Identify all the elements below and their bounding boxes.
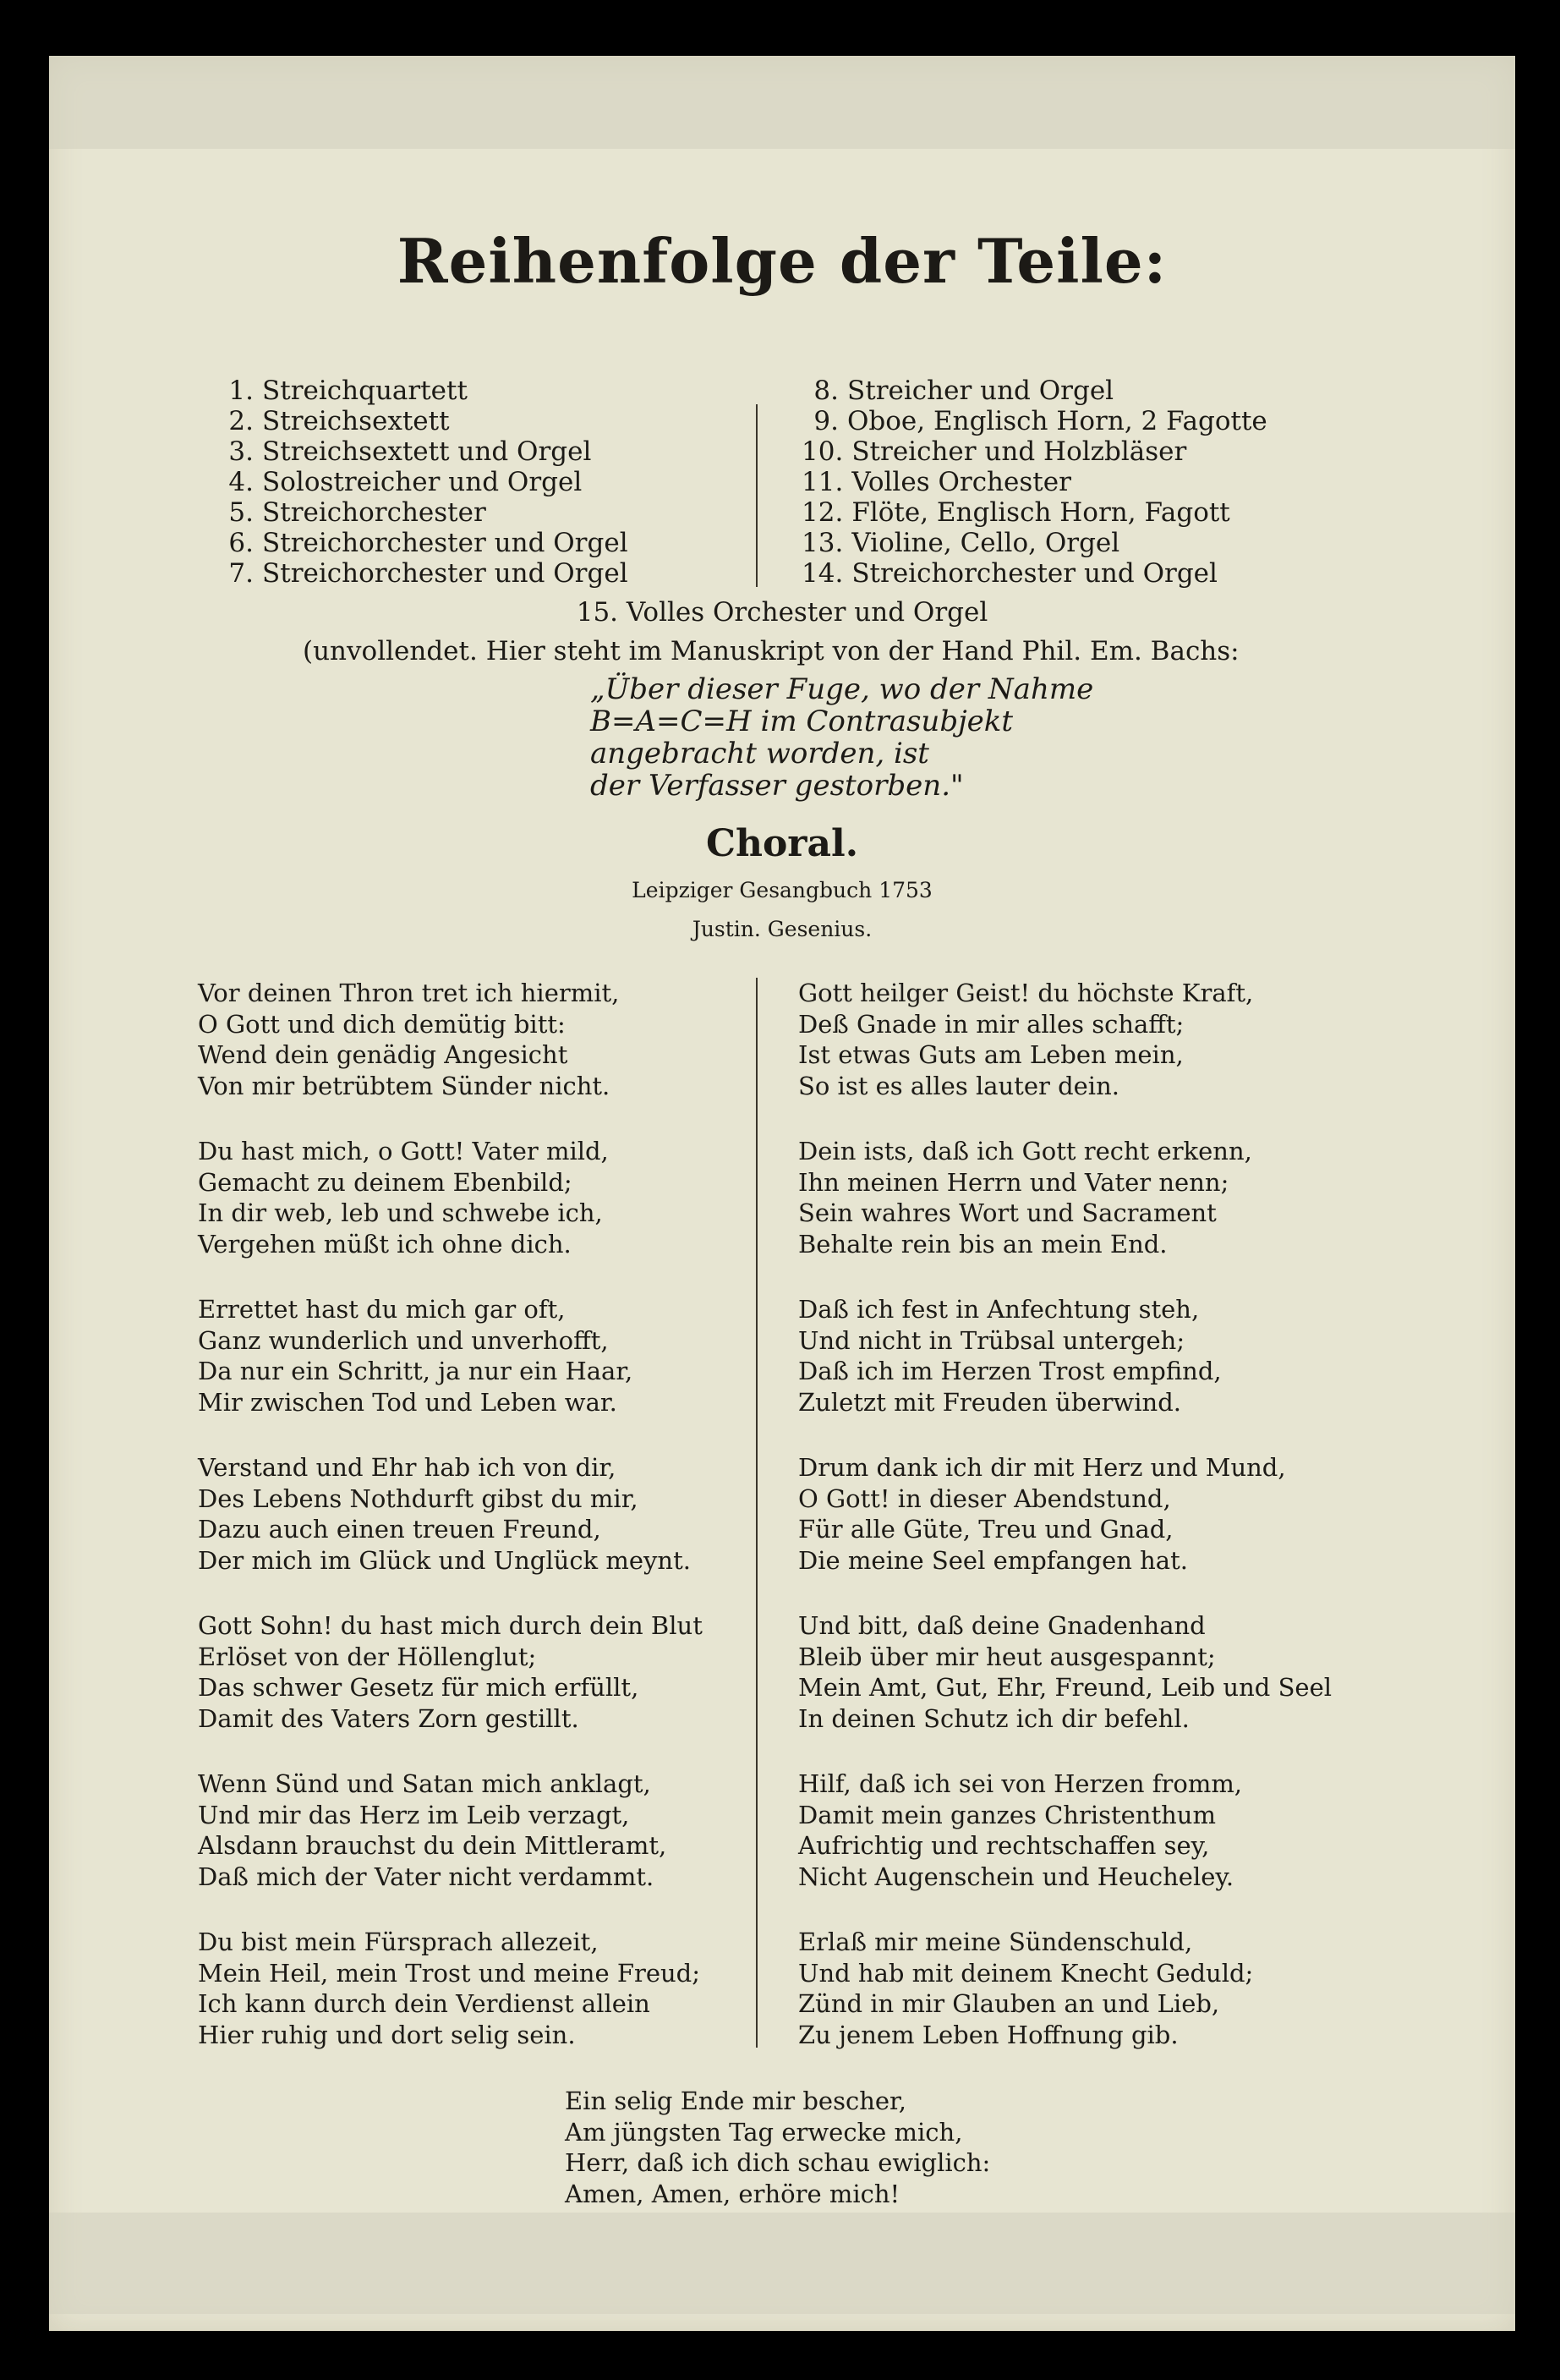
part-label: Streichorchester und Orgel <box>262 528 628 558</box>
stanza-line: Erlaß mir meine Sündenschuld, <box>798 1928 1193 1956</box>
quote-line: der Verfasser gestorben." <box>590 769 964 803</box>
stanza-line: Dein ists, daß ich Gott recht erkenn, <box>798 1137 1252 1165</box>
part-number: 6. <box>228 528 254 558</box>
quote-line: B=A=C=H im Contrasubjekt <box>590 705 1014 738</box>
part-item <box>216 406 775 436</box>
part-15-note: (unvollendet. Hier steht im Manuskript von der Hand Phil. Em. Bachs: <box>303 636 1240 666</box>
stanza-line: Für alle Güte, Treu und Gnad, <box>798 1515 1174 1544</box>
part-number: 8. <box>813 376 839 406</box>
stanza-line: Damit mein ganzes Christenthum <box>798 1800 1216 1829</box>
stanza-line: Dazu auch einen treuen Freund, <box>198 1515 601 1544</box>
part-item <box>216 467 775 497</box>
final-stanza <box>565 2086 990 2209</box>
choral-source: Leipziger Gesangbuch 1753 <box>632 878 933 902</box>
stanzas-divider <box>756 978 758 2048</box>
stanza-line: Daß ich fest in Anfechtung steh, <box>798 1295 1200 1324</box>
stanza-line: Die meine Seel empfangen hat. <box>798 1545 1188 1575</box>
stanza <box>798 1769 1475 1892</box>
final-stanza-line: Am jüngsten Tag erwecke mich, <box>565 2117 963 2147</box>
parts-divider <box>756 404 758 587</box>
stanza-line: Ganz wunderlich und unverhofft, <box>198 1325 609 1355</box>
part-label: Streichorchester <box>262 497 486 528</box>
stanza-line: Bleib über mir heut ausgespannt; <box>798 1642 1216 1671</box>
part-item <box>802 467 1444 497</box>
stanza-line: Wend dein genädig Angesicht <box>198 1040 568 1069</box>
part-label: Volles Orchester <box>851 467 1071 497</box>
stanza <box>198 1769 773 1892</box>
part-label: Streichsextett und Orgel <box>262 436 592 467</box>
stanza <box>198 1927 773 2050</box>
stanza-line: Und hab mit deinem Knecht Geduld; <box>798 1958 1254 1988</box>
part-item <box>216 497 775 528</box>
quote-line: „Über dieser Fuge, wo der Nahme <box>590 672 1094 706</box>
stanza-line: In deinen Schutz ich dir befehl. <box>798 1703 1190 1733</box>
stanza-line: Und nicht in Trübsal untergeh; <box>798 1325 1185 1355</box>
stanza-line: Wenn Sünd und Satan mich anklagt, <box>198 1769 651 1798</box>
part-number: 5. <box>228 497 254 528</box>
stanza-line: Behalte rein bis an mein End. <box>798 1229 1168 1259</box>
stanza-line: Sein wahres Wort und Sacrament <box>798 1198 1217 1227</box>
stanza-line: Ist etwas Guts am Leben mein, <box>798 1040 1184 1069</box>
stanza-line: Gemacht zu deinem Ebenbild; <box>198 1167 572 1197</box>
stanzas-right <box>798 978 1475 2085</box>
part-item <box>216 436 775 467</box>
stanza-line: Zu jenem Leben Hoffnung gib. <box>798 2020 1179 2049</box>
stanza-line: Damit des Vaters Zorn gestillt. <box>198 1703 579 1733</box>
stanza <box>798 978 1475 1101</box>
part-number: 11. <box>802 467 844 497</box>
part-number: 13. <box>802 528 844 558</box>
part-label: Solostreicher und Orgel <box>262 467 583 497</box>
part-label: Streichorchester und Orgel <box>262 558 628 589</box>
stanza-line: Nicht Augenschein und Heucheley. <box>798 1862 1234 1891</box>
stanza-line: Erlöset von der Höllenglut; <box>198 1642 537 1671</box>
stanza <box>198 978 773 1101</box>
part-label: Flöte, Englisch Horn, Fagott <box>851 497 1230 528</box>
part-number: 10. <box>802 436 844 467</box>
stanza-line: Und mir das Herz im Leib verzagt, <box>198 1800 630 1829</box>
part-number: 12. <box>802 497 844 528</box>
stanza-line: Gott Sohn! du hast mich durch dein Blut <box>198 1611 703 1640</box>
stanza-line: Hier ruhig und dort selig sein. <box>198 2020 576 2049</box>
part-item <box>216 528 775 558</box>
program-sheet <box>49 56 1515 2331</box>
part-label: Streicher und Orgel <box>847 376 1114 406</box>
stanza-line: So ist es alles lauter dein. <box>798 1071 1119 1100</box>
stanza-line: Ich kann durch dein Verdienst allein <box>198 1989 650 2018</box>
stanzas-left <box>198 978 773 2085</box>
stanza-line: Der mich im Glück und Unglück meynt. <box>198 1545 691 1575</box>
stanza-line: Verstand und Ehr hab ich von dir, <box>198 1453 616 1482</box>
stanza-line: Das schwer Gesetz für mich erfüllt, <box>198 1673 639 1702</box>
part-label: Streichquartett <box>262 376 468 406</box>
stanza-line: Hilf, daß ich sei von Herzen fromm, <box>798 1769 1243 1798</box>
stanza <box>198 1136 773 1259</box>
stanza-line: Und bitt, daß deine Gnadenhand <box>798 1611 1206 1640</box>
part-label: Violine, Cello, Orgel <box>851 528 1120 558</box>
paper-fold-top <box>49 56 1515 149</box>
stanza-line: In dir web, leb und schwebe ich, <box>198 1198 603 1227</box>
part-item <box>216 558 775 589</box>
parts-list-right <box>802 376 1444 589</box>
stanza <box>798 1294 1475 1418</box>
page-title: Reihenfolge der Teile: <box>397 225 1168 297</box>
stanza-line: Ihn meinen Herrn und Vater nenn; <box>798 1167 1229 1197</box>
stanza-line: Du bist mein Fürsprach allezeit, <box>198 1928 599 1956</box>
stanza <box>198 1294 773 1418</box>
stanza-line: O Gott und dich demütig bitt: <box>198 1009 566 1039</box>
final-stanza-line: Herr, daß ich dich schau ewiglich: <box>565 2148 991 2177</box>
stanza-line: Von mir betrübtem Sünder nicht. <box>198 1071 610 1100</box>
part-item <box>216 376 775 406</box>
stanza <box>198 1452 773 1576</box>
stanza-line: Daß ich im Herzen Trost empfind, <box>798 1357 1222 1385</box>
stanza-line: Mein Amt, Gut, Ehr, Freund, Leib und Seel <box>798 1673 1333 1702</box>
paper-fold-bottom <box>49 2213 1515 2314</box>
final-stanza-line: Ein selig Ende mir bescher, <box>565 2087 906 2115</box>
part-label: Streichorchester und Orgel <box>851 558 1218 589</box>
stanza-line: Gott heilger Geist! du höchste Kraft, <box>798 979 1254 1007</box>
manuscript-quote <box>590 673 1093 802</box>
stanza-line: Da nur ein Schritt, ja nur ein Haar, <box>198 1357 633 1385</box>
stanza-line: Zuletzt mit Freuden überwind. <box>798 1387 1181 1417</box>
part-number: 9. <box>813 406 839 436</box>
stanza-line: O Gott! in dieser Abendstund, <box>798 1483 1171 1513</box>
stanza-line: Deß Gnade in mir alles schafft; <box>798 1009 1185 1039</box>
part-number: 14. <box>802 558 844 589</box>
part-item <box>802 406 1444 436</box>
stanza <box>798 1927 1475 2050</box>
stanza-line: Des Lebens Nothdurft gibst du mir, <box>198 1483 638 1513</box>
stanza-line: Errettet hast du mich gar oft, <box>198 1295 566 1324</box>
final-stanza-line: Amen, Amen, erhöre mich! <box>565 2179 900 2208</box>
part-number: 1. <box>228 376 254 406</box>
parts-list-left <box>216 376 775 589</box>
stanza-line: Zünd in mir Glauben an und Lieb, <box>798 1989 1220 2018</box>
stanza-line: Aufrichtig und rechtschaffen sey, <box>798 1831 1210 1860</box>
part-label: Streichsextett <box>262 406 450 436</box>
stanza-line: Drum dank ich dir mit Herz und Mund, <box>798 1453 1286 1482</box>
part-item <box>802 376 1444 406</box>
stanza <box>798 1136 1475 1259</box>
stanza <box>198 1610 773 1734</box>
quote-line: angebracht worden, ist <box>590 737 929 770</box>
part-number: 7. <box>228 558 254 589</box>
stanza-line: Vergehen müßt ich ohne dich. <box>198 1229 572 1259</box>
part-label: Streicher und Holzbläser <box>851 436 1187 467</box>
stanza-line: Alsdann brauchst du dein Mittleramt, <box>198 1831 667 1860</box>
stanza <box>798 1610 1475 1734</box>
stanza-line: Mir zwischen Tod und Leben war. <box>198 1387 617 1417</box>
part-number: 4. <box>228 467 254 497</box>
part-item <box>802 436 1444 467</box>
part-15: 15. Volles Orchester und Orgel <box>576 597 988 628</box>
part-label: Oboe, Englisch Horn, 2 Fagotte <box>847 406 1267 436</box>
choral-title: Choral. <box>705 822 859 865</box>
part-item <box>802 528 1444 558</box>
stanza-line: Vor deinen Thron tret ich hiermit, <box>198 979 620 1007</box>
part-item <box>802 497 1444 528</box>
part-number: 2. <box>228 406 254 436</box>
stanza-line: Du hast mich, o Gott! Vater mild, <box>198 1137 609 1165</box>
stanza-line: Daß mich der Vater nicht verdammt. <box>198 1862 654 1891</box>
part-item <box>802 558 1444 589</box>
part-number: 3. <box>228 436 254 467</box>
stanza <box>798 1452 1475 1576</box>
stanza-line: Mein Heil, mein Trost und meine Freud; <box>198 1958 701 1988</box>
choral-author: Justin. Gesenius. <box>692 917 873 941</box>
